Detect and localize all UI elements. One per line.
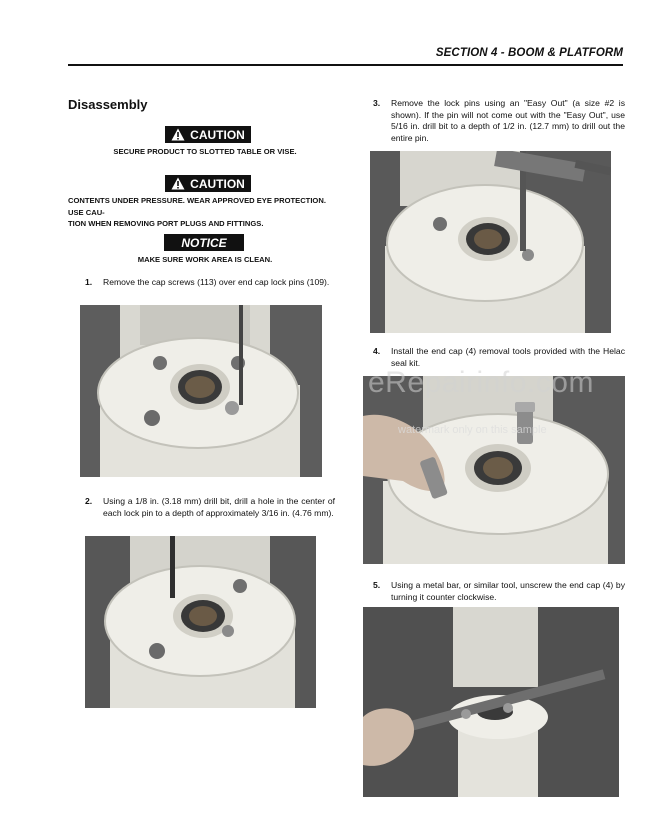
photo-easy-out-lock-pin	[370, 151, 611, 333]
photo-remove-cap-screws	[80, 305, 322, 477]
caution-label: CAUTION	[190, 176, 245, 191]
caution-text	[68, 195, 342, 230]
step-number: 1.	[85, 277, 93, 287]
warning-triangle-icon	[171, 177, 185, 190]
step-5	[373, 580, 625, 603]
caution-label: CAUTION	[190, 127, 245, 142]
step-text: Using a 1/8 in. (3.18 mm) drill bit, drill a hole in the center of each lock pin to a depth of approximately 3/16 in. (4.76 mm).	[103, 496, 335, 518]
section-heading: Disassembly	[68, 97, 148, 112]
step-2	[85, 496, 335, 519]
section-header-title: SECTION 4 - BOOM & PLATFORM	[435, 47, 623, 59]
warning-triangle-icon	[171, 128, 185, 141]
caution-badge	[165, 175, 251, 192]
watermark-brand: eRepairinfo.com	[368, 366, 594, 399]
step-1	[85, 277, 335, 289]
step-number: 2.	[85, 496, 93, 506]
step-number: 3.	[373, 98, 381, 108]
notice-badge: NOTICE	[164, 234, 244, 251]
caution-text: SECURE PRODUCT TO SLOTTED TABLE OR VISE.	[113, 147, 297, 156]
photo-unscrew-end-cap	[363, 607, 619, 797]
step-number: 4.	[373, 346, 381, 356]
caution-text-line: TION WHEN REMOVING PORT PLUGS AND FITTINGS.	[68, 219, 264, 228]
step-text: Install the end cap (4) removal tools provided with the Helac seal kit.	[391, 346, 625, 368]
step-text: Remove the cap screws (113) over end cap lock pins (109).	[103, 277, 330, 287]
photo-drill-lock-pin	[85, 536, 316, 708]
step-text: Remove the lock pins using an "Easy Out" (a size #2 is shown). If the pin will not come out with the "Easy Out", use 5/16 in. drill bit to a depth of 1/2 in. (12.7 mm) to drill out the entire pin.	[391, 98, 625, 143]
notice-text: MAKE SURE WORK AREA IS CLEAN.	[137, 255, 273, 264]
photo-install-removal-tools	[363, 376, 625, 564]
watermark-note: watermark only on this sample	[398, 424, 547, 436]
caution-badge	[165, 126, 251, 143]
step-number: 5.	[373, 580, 381, 590]
caution-text-line: CONTENTS UNDER PRESSURE. WEAR APPROVED EYE PROTECTION. USE CAU-	[68, 196, 326, 217]
step-3	[373, 98, 625, 144]
step-text: Using a metal bar, or similar tool, unscrew the end cap (4) by turning it counter clockwise.	[391, 580, 625, 602]
header-divider	[68, 64, 623, 66]
